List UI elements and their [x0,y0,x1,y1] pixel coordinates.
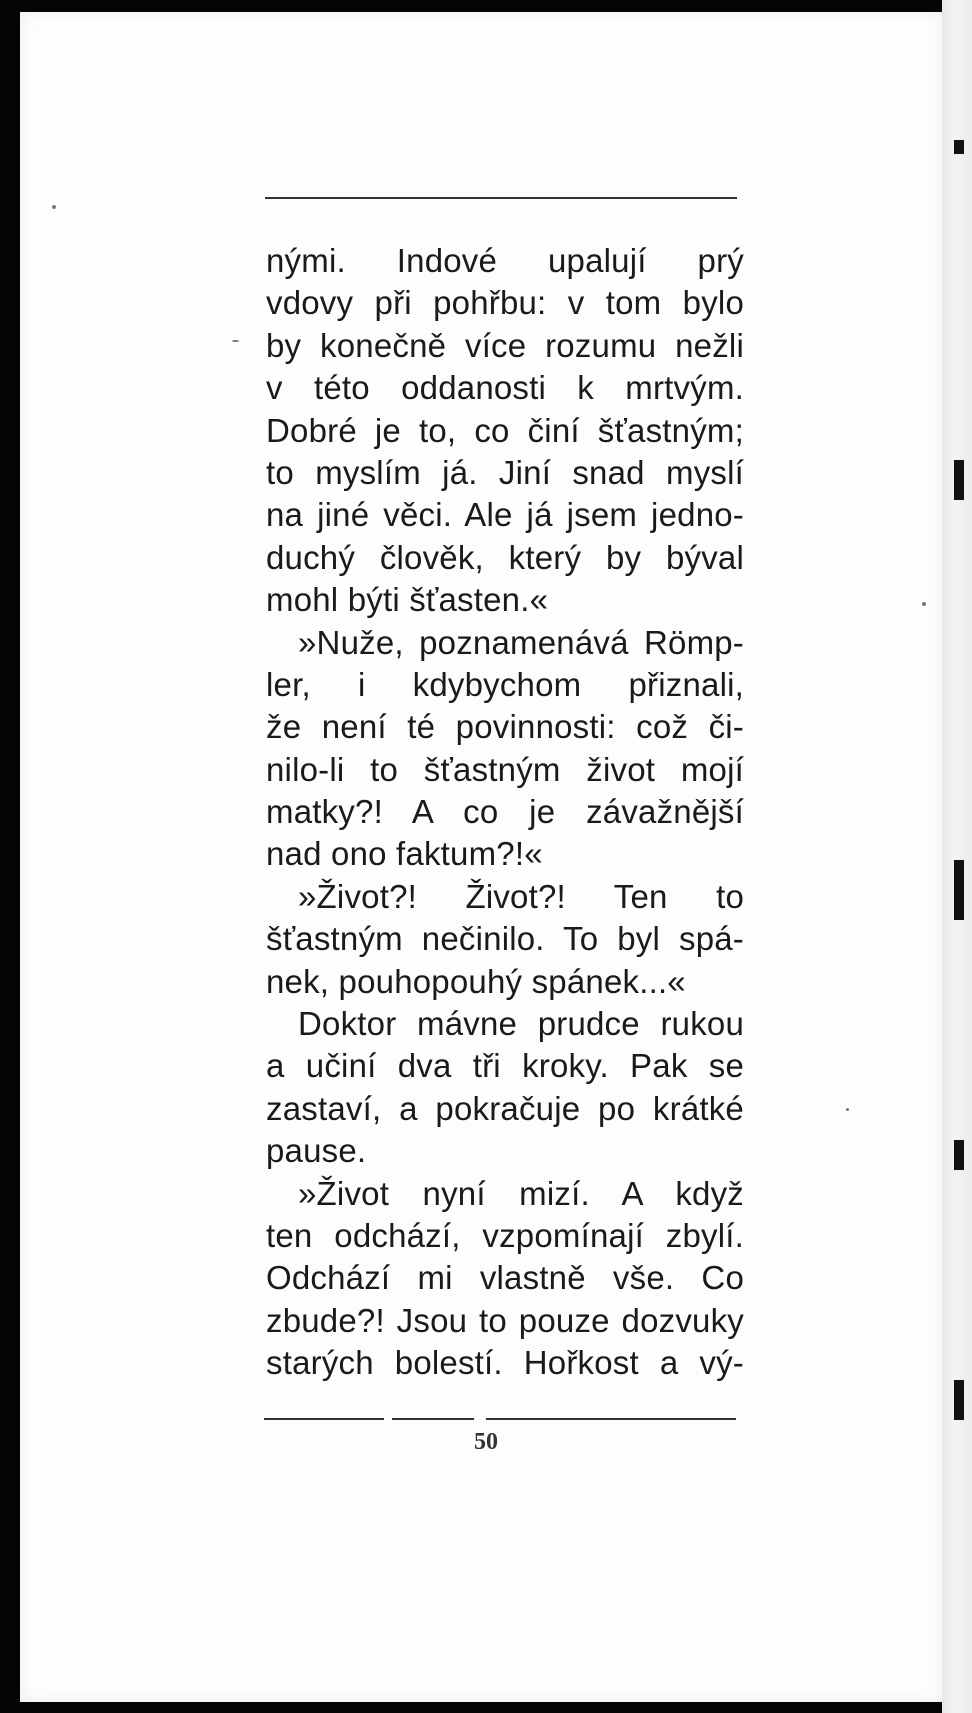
body-text [266,240,744,1385]
text-line: a učiní dva tři kroky. Pak se [266,1047,744,1085]
top-rule [265,197,737,199]
text-line: šťastným nečinilo. To byl spá- [266,920,744,958]
text-line: zastaví, a pokračuje po krátké [266,1089,744,1127]
scan-speck [922,602,926,606]
text-line: v této oddanosti k mrtvým. [266,369,744,407]
scan-speck [52,205,56,209]
text-line: nad ono faktum?!« [266,835,543,873]
text-line: vdovy při pohřbu: v tom bylo [266,284,744,322]
text-line: nými. Indové upalují prý [266,242,744,279]
text-line: nilo-li to šťastným život mojí [266,750,744,788]
edge-mark [954,860,964,920]
text-line: Doktor mávne prudce rukou [298,1005,744,1043]
page-edge-strip [942,0,972,1713]
edge-mark [954,1140,964,1170]
page-number: 50 [474,1429,498,1455]
text-line: ler, i kdybychom přiznali, [266,665,744,703]
text-line: Dobré je to, co činí šťastným; [266,411,744,449]
text-line: že není té povinnosti: což či- [266,708,744,746]
edge-mark [954,140,964,154]
text-line: by konečně více rozumu nežli [266,326,744,364]
scan-speck [232,340,239,342]
text-line: mohl býti šťasten.« [266,581,549,619]
text-line: duchý člověk, který by býval [266,538,744,576]
text-line: to myslím já. Jiní snad myslí [266,453,744,491]
text-line: na jiné věci. Ale já jsem jedno- [266,496,744,534]
text-line: Odchází mi vlastně vše. Co [266,1259,744,1297]
text-line: »Nuže, poznamenává Römp- [298,623,744,661]
edge-mark [954,460,964,500]
text-line: matky?! A co je závažnější [266,793,744,831]
bottom-rule [264,1418,736,1420]
text-line: ten odchází, vzpomínají zbylí. [266,1216,744,1254]
text-line: pause. [266,1132,367,1170]
text-line: »Život nyní mizí. A když [298,1174,744,1212]
text-line: »Život?! Život?! Ten to [298,877,744,915]
scan-speck [846,1108,849,1111]
text-line: zbude?! Jsou to pouze dozvuky [266,1301,744,1339]
text-line: nek, pouhopouhý spánek...« [266,962,686,1000]
text-line: starých bolestí. Hořkost a vý- [266,1344,744,1382]
edge-mark [954,1380,964,1420]
